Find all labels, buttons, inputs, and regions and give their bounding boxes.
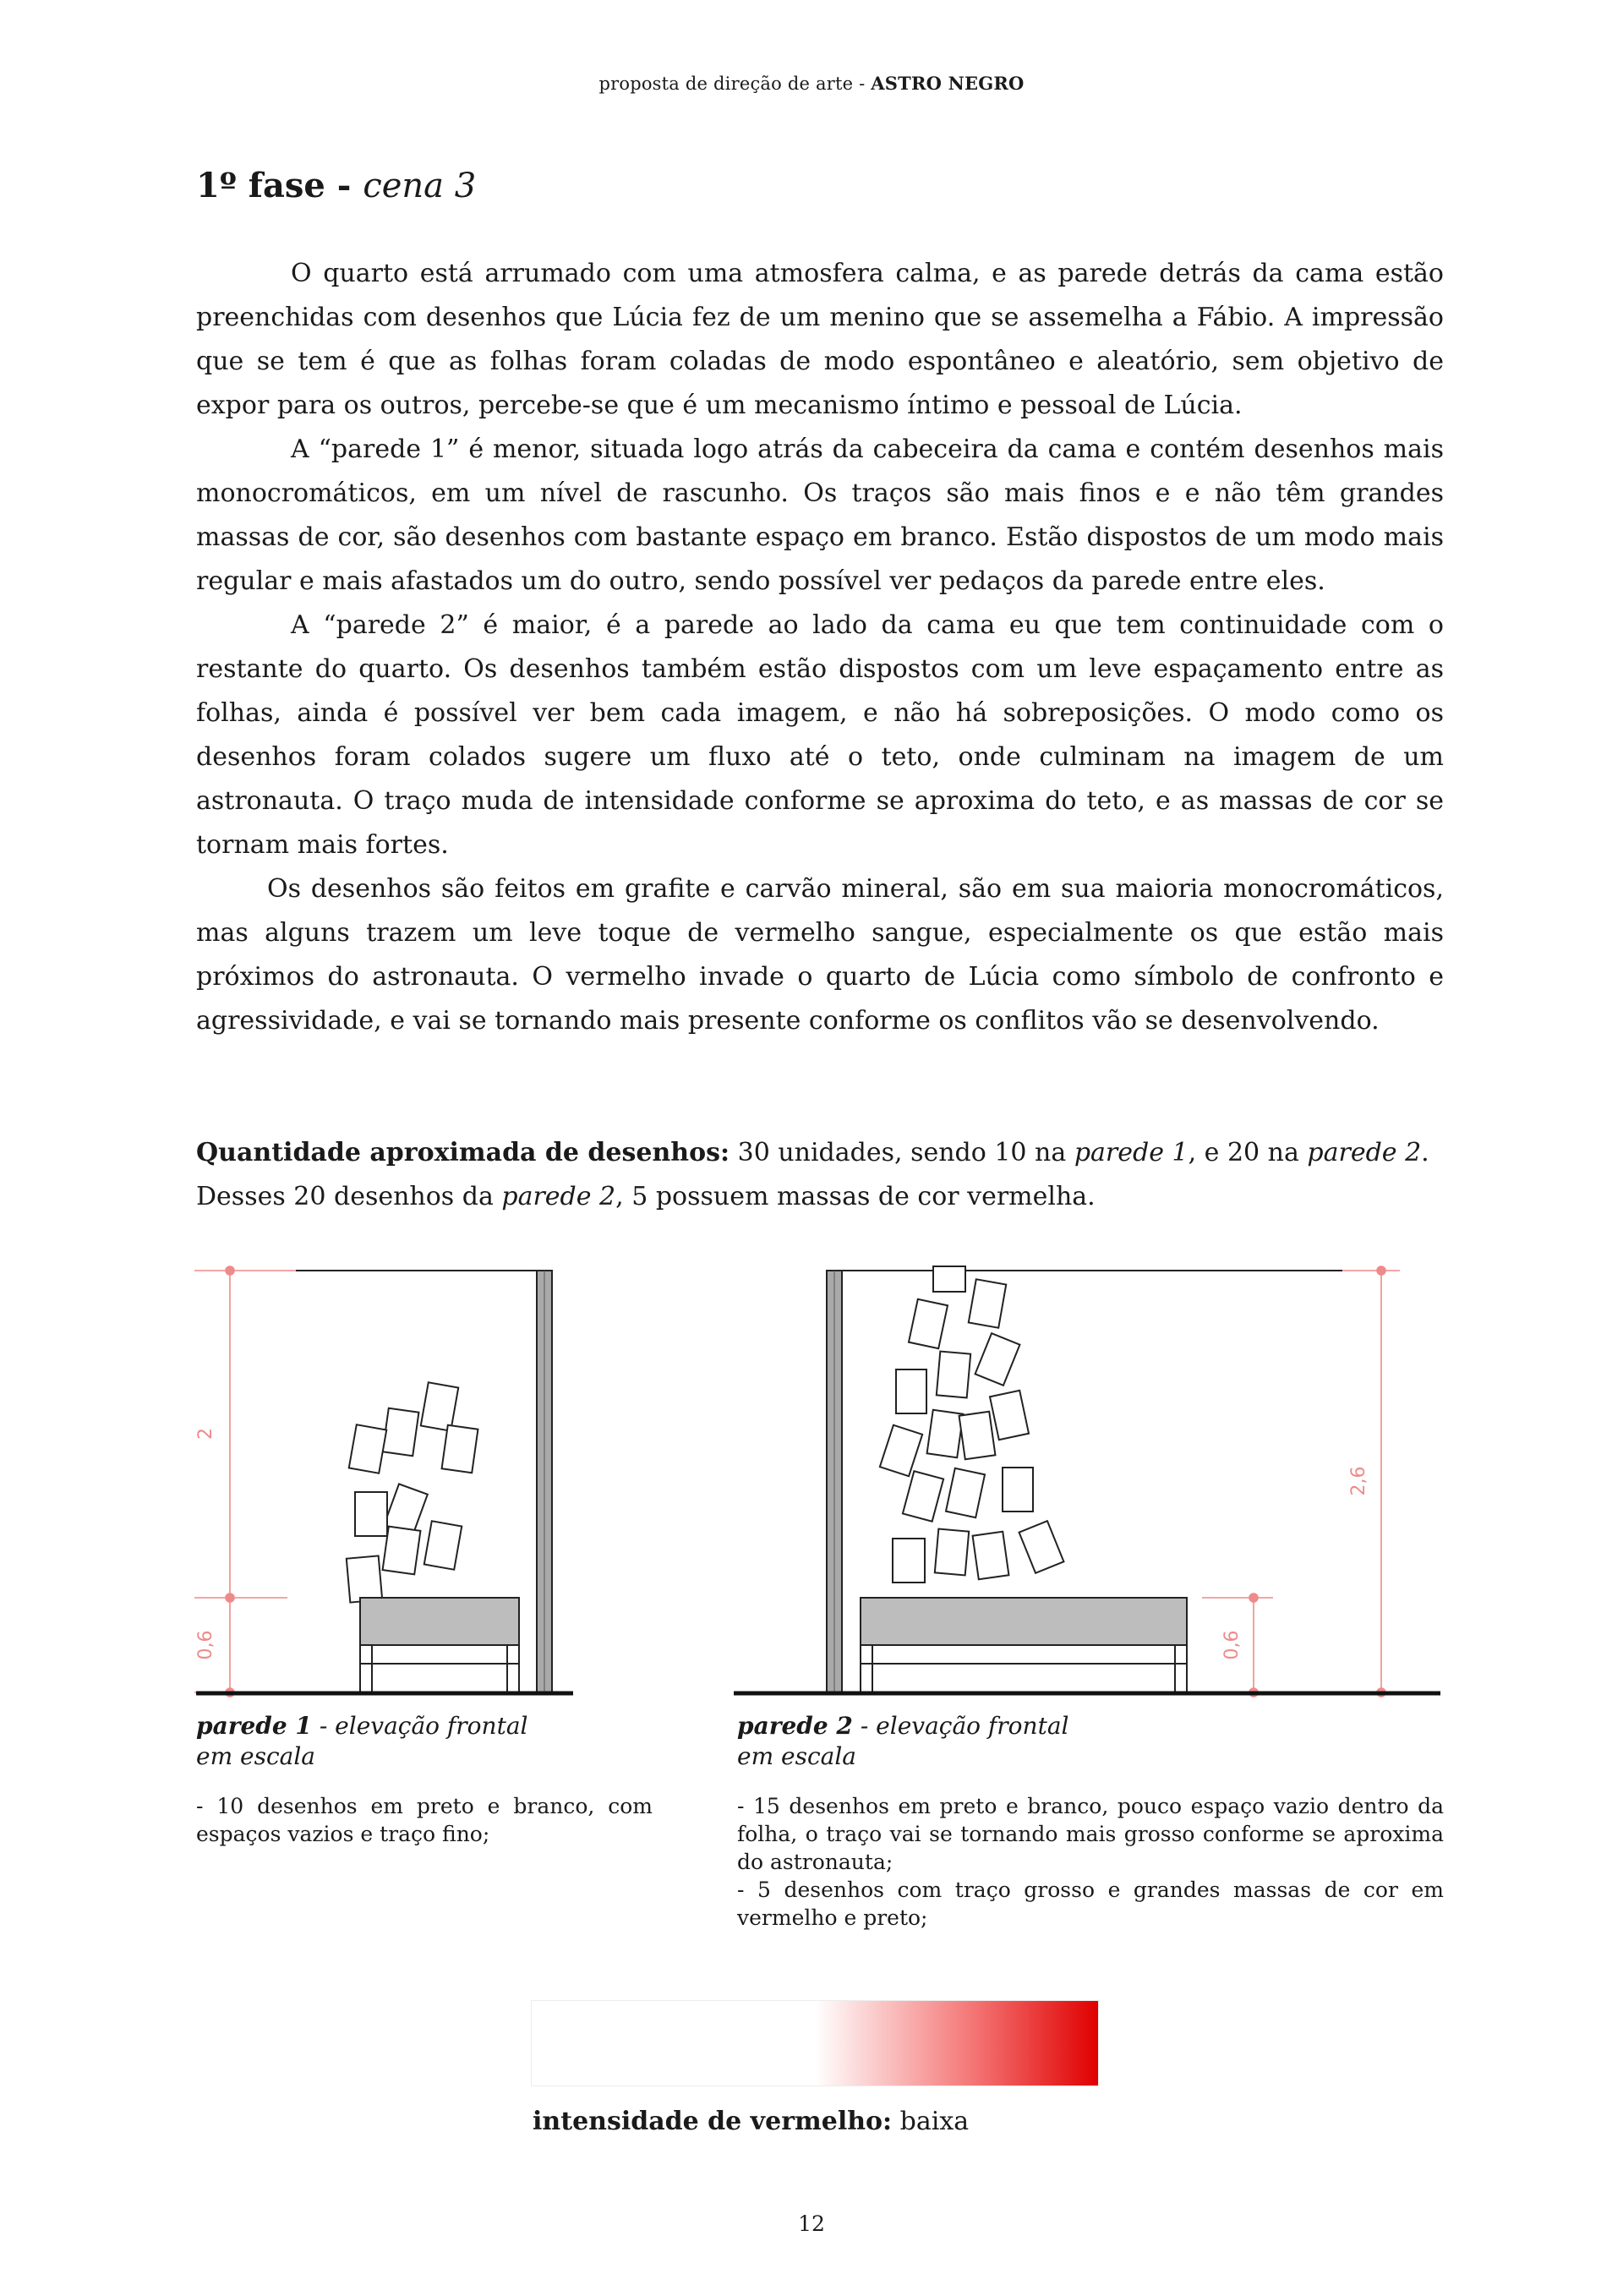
paragraph-2: A “parede 1” é menor, situada logo atrás da cabeceira da cama e contém desenhos mais monocromáticos, em um nível de rascunho. Os traços são mais finos e e não têm grandes massas de cor, são desenhos com bastante espaço em branco. Estão dispostos de um modo mais regular e mais afastados um do outro, sendo possível ver pedaços da parede entre eles. [196,435,1444,596]
wall-2-caption-scale: em escala [737,1742,856,1770]
wall-1-notes [196,1792,653,1848]
intensity-label: intensidade de vermelho: [533,2107,893,2136]
quantity-part: , e 20 na [1188,1138,1308,1167]
paragraph-3: A “parede 2” é maior, é a parede ao lado da cama eu que tem continuidade com o restante do quarto. Os desenhos também estão dispostos com um leve espaçamento entre as folhas, ainda é possível ver bem cada imagem, e não há sobreposições. O modo como os desenhos foram colados sugere um fluxo até o teto, onde culminam na imagem de um astronauta. O traço muda de intensidade conforme se aproxima do teto, e as massas de cor se tornam mais fortes. [196,610,1444,860]
wall-2-caption [737,1711,1068,1772]
quantity-wall-ref: parede 2 [1307,1138,1422,1167]
quantity-label: Quantidade aproximada de desenhos: [196,1138,730,1167]
wall-1-drawings [347,1382,478,1602]
wall-1-caption-title: parede 1 [196,1712,312,1740]
quantity-wall-ref: parede 1 [1074,1138,1189,1167]
quantity-text [196,1131,1444,1219]
quantity-wall-ref: parede 2 [501,1182,616,1211]
wall-1-bed [360,1598,519,1645]
header-project: ASTRO NEGRO [871,73,1025,94]
body-text [196,252,1444,1043]
page-title [196,166,476,205]
wall-1-note: - 10 desenhos em preto e branco, com espaços vazios e traço fino; [196,1794,653,1846]
red-intensity-label [533,2107,969,2136]
title-main: 1º fase - [196,166,363,205]
paragraph-4: Os desenhos são feitos em grafite e carvão mineral, são em sua maioria monocromáticos, mas alguns trazem um leve toque de vermelho sangue, especialmente os que estão mais próximos do astronauta. O vermelho invade o quarto de Lúcia como símbolo de confronto e agressividade, e vai se tornando mais presente conforme os conflitos vão se desenvolvendo. [196,874,1444,1036]
quantity-part: . Desses 20 desenhos da [196,1138,1429,1211]
wall-1-caption-scale: em escala [196,1742,315,1770]
header-prefix: proposta de direção de arte - [598,74,872,94]
page-number: 12 [798,2211,825,2236]
quantity-part: , 5 possuem massas de cor vermelha. [615,1182,1096,1211]
running-header [0,73,1623,94]
wall-2-bed [861,1598,1187,1645]
wall-1-height-label: 2 [195,1428,216,1440]
quantity-part: 30 unidades, sendo 10 na [730,1138,1074,1167]
wall-2-note: - 15 desenhos em preto e branco, pouco espaço vazio dentro da folha, o traço vai se tornando mais grosso conforme se aproxima do astronauta; [737,1794,1444,1874]
wall-2-caption-title: parede 2 [737,1712,853,1740]
wall-2-drawings [880,1266,1064,1583]
paragraph-1: O quarto está arrumado com uma atmosfera calma, e as parede detrás da cama estão preenchidas com desenhos que Lúcia fez de um menino que se assemelha a Fábio. A impressão que se tem é que as folhas foram coladas de modo espontâneo e aleatório, sem objetivo de expor para os outros, percebe-se que é um mecanismo íntimo e pessoal de Lúcia. [196,259,1444,420]
title-scene: cena 3 [363,167,477,205]
wall-2-note: - 5 desenhos com traço grosso e grandes massas de cor em vermelho e preto; [737,1878,1444,1930]
sheet [355,1492,387,1536]
wall-2-height-label: 2,6 [1348,1466,1369,1496]
wall-1-caption [196,1711,527,1772]
wall-1-bed-height-label: 0,6 [195,1630,216,1660]
intensity-value: baixa [892,2107,970,2136]
wall-1-caption-rest: - elevação frontal [311,1712,528,1740]
wall-2-elevation-drawing [732,1260,1447,1708]
wall-1-elevation-drawing [186,1260,626,1708]
wall-2-caption-rest: - elevação frontal [852,1712,1069,1740]
wall-2-notes [737,1792,1444,1932]
wall-2-bed-height-label: 0,6 [1221,1630,1243,1660]
red-intensity-gradient-bar [531,2000,1099,2086]
